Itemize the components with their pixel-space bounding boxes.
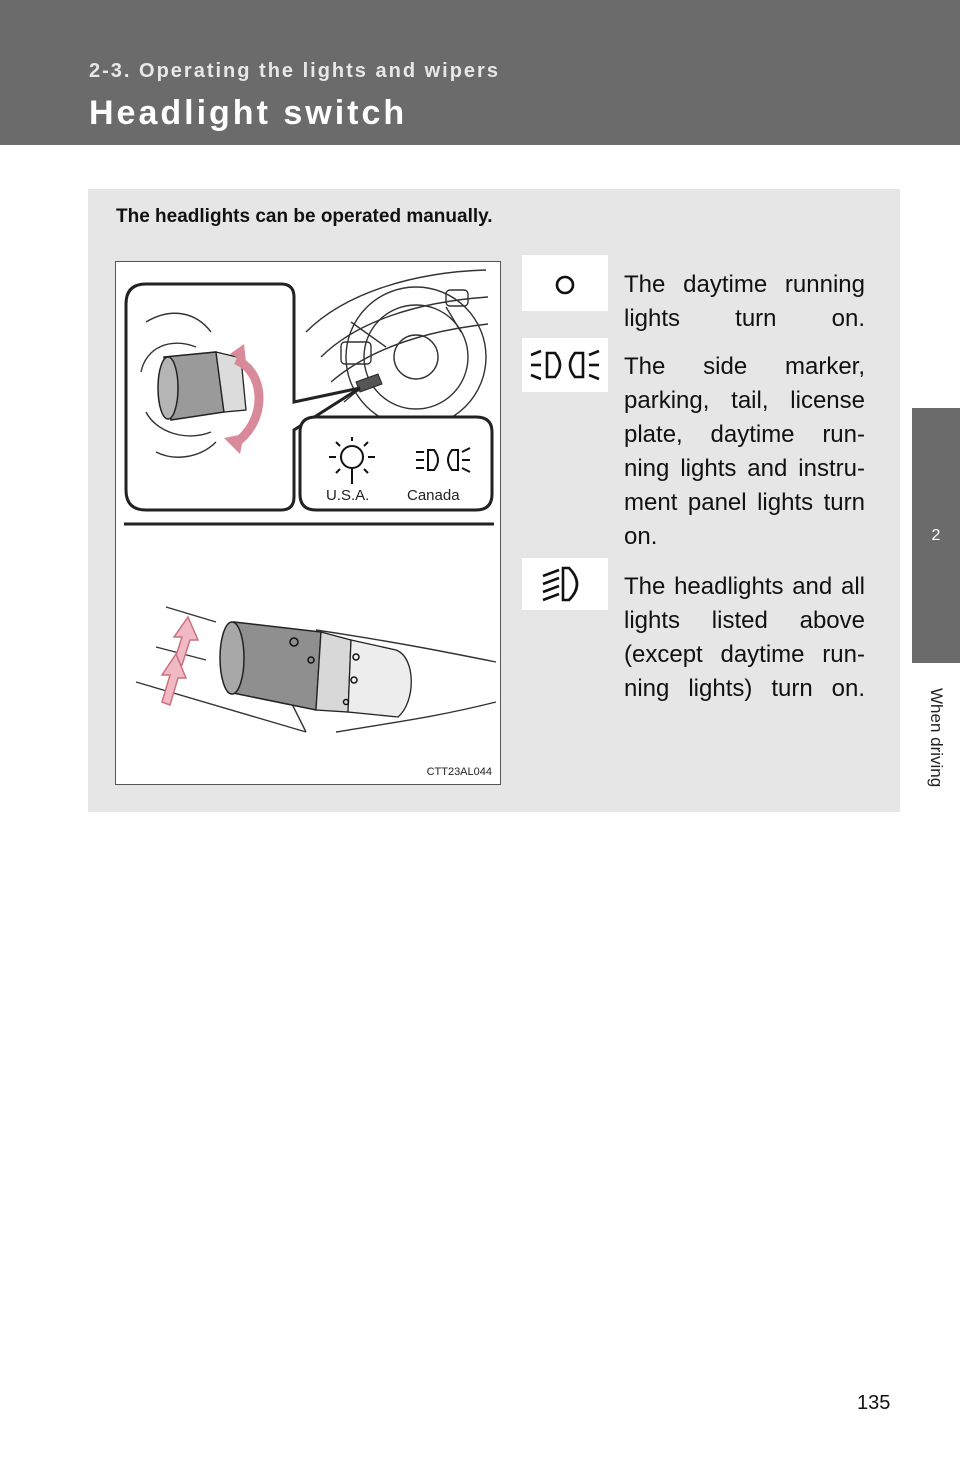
page-title: Headlight switch [89,94,408,132]
headlight-icon [522,558,608,610]
figure-code: CTT23AL044 [426,766,492,778]
chapter-name: When driving [927,688,946,788]
daytime-running-light-icon-svg [545,263,585,303]
header-band [0,0,960,145]
side-marker-light-icon-svg [525,343,605,387]
side-marker-light-icon [522,338,608,392]
usa-label: U.S.A. [326,487,370,504]
headlight-description: The headlights and all lights listed above (except daytime run-ning lights) turn on. [624,573,865,702]
chapter-number: 2 [912,408,960,663]
daytime-running-description: The daytime running lights turn on. [624,271,865,332]
illustration-drawing [116,262,500,784]
headlight-switch-illustration [115,261,501,785]
headlight-icon-svg [537,562,593,606]
chapter-tab [912,145,960,1484]
chapter-name-container [912,663,960,813]
daytime-running-light-icon [522,255,608,311]
canada-label: Canada [407,487,460,504]
side-marker-description: The side marker, parking, tail, license plate, daytime run-ning lights and instru-ment panel lights turn on. [624,353,865,550]
page-number: 135 [857,1392,891,1414]
section-label: 2-3. Operating the lights and wipers [89,60,500,82]
intro-text: The headlights can be operated manually. [116,206,493,227]
